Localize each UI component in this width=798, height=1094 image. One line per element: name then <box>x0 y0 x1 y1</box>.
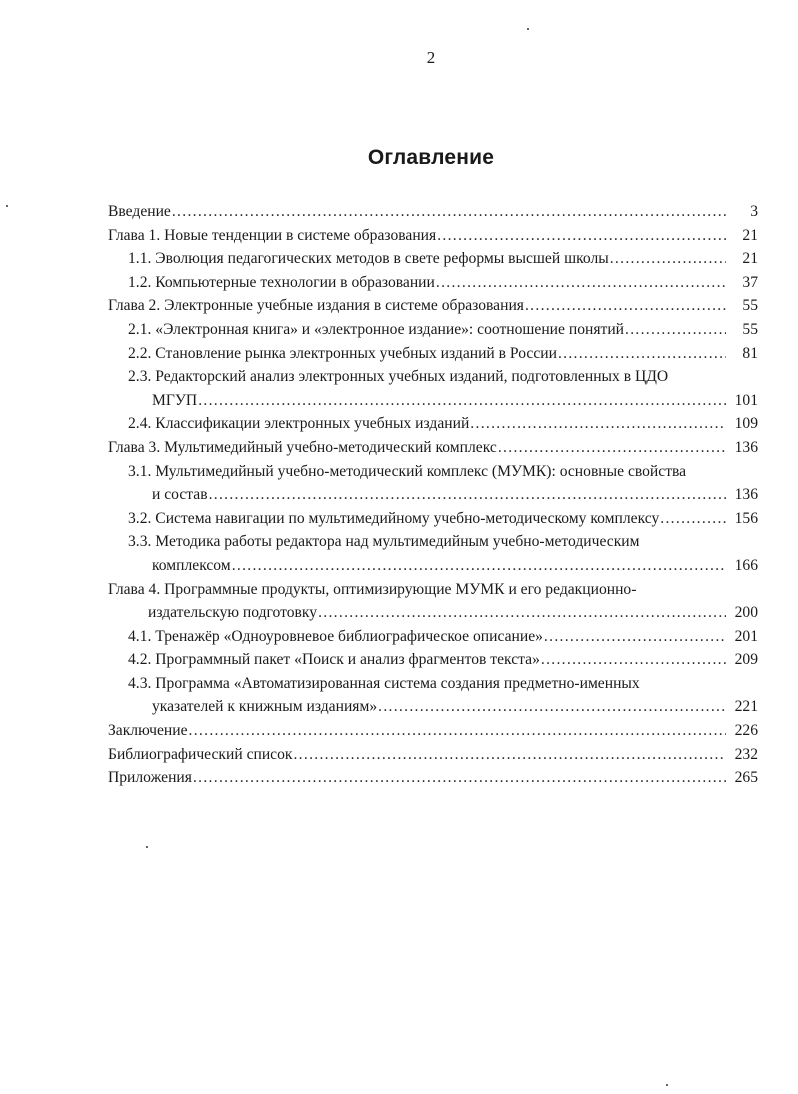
toc-page-number: 109 <box>734 415 758 433</box>
toc-entry[interactable] <box>108 365 758 412</box>
dot-leader <box>470 412 726 436</box>
toc-entry-title: 1.2. Компьютерные технологии в образовании <box>128 273 435 291</box>
toc-entry-title: Глава 1. Новые тенденции в системе образования <box>108 226 437 244</box>
toc-page-number: 166 <box>734 556 758 574</box>
toc-entry-title: 2.3. Редакторский анализ электронных учебных изданий, подготовленных в ЦДО <box>128 368 669 386</box>
toc-entry-title: 2.4. Классификации электронных учебных изданий <box>128 415 470 433</box>
toc-entry-title: 4.3. Программа «Автоматизированная система создания предметно-именных <box>128 674 640 692</box>
toc-entry[interactable] <box>108 648 758 672</box>
toc-entry-title: 4.2. Программный пакет «Поиск и анализ фрагментов текста» <box>128 651 540 669</box>
scan-speck <box>666 1084 668 1086</box>
toc-entry-title: Библиографический список <box>108 745 293 763</box>
toc-page-number: 200 <box>734 604 758 622</box>
toc-entry-title: Заключение <box>108 722 188 740</box>
toc-page-number: 55 <box>742 297 758 315</box>
toc-page-number: 136 <box>734 486 758 504</box>
toc-entry-title: 2.1. «Электронная книга» и «электронное издание»: соотношение понятий <box>128 320 625 338</box>
scan-speck <box>146 846 148 848</box>
dot-leader <box>293 743 726 767</box>
toc-entry-title: Глава 3. Мультимедийный учебно-методический комплекс <box>108 438 497 456</box>
toc-entry-title: 3.3. Методика работы редактора над мультимедийным учебно-методическим <box>128 533 640 551</box>
dot-leader <box>541 648 726 672</box>
toc-entry[interactable] <box>108 507 758 531</box>
toc-entry[interactable] <box>108 412 758 436</box>
toc-entry-title: Глава 4. Программные продукты, оптимизирующие МУМК и его редакционно- <box>108 580 637 598</box>
toc-entry[interactable] <box>108 318 758 342</box>
scan-speck <box>6 205 8 207</box>
dot-leader <box>558 342 726 366</box>
toc-entry[interactable] <box>108 294 758 318</box>
toc-entry-title: 3.2. Система навигации по мультимедийному учебно-методическому комплексу <box>128 509 660 527</box>
toc-entry[interactable] <box>108 224 758 248</box>
toc-page-number: 21 <box>742 250 758 268</box>
page-title: Оглавление <box>367 146 495 169</box>
toc-entry-title: издательскую подготовку <box>148 604 318 622</box>
dot-leader <box>437 224 726 248</box>
dot-leader <box>625 318 726 342</box>
dot-leader <box>232 554 726 578</box>
dot-leader <box>318 601 726 625</box>
toc-page-number: 226 <box>734 722 758 740</box>
dot-leader <box>378 695 726 719</box>
dot-leader <box>525 294 726 318</box>
toc-page-number: 81 <box>742 344 758 362</box>
dot-leader <box>209 483 726 507</box>
toc-entry-title: и состав <box>152 486 208 504</box>
dot-leader <box>610 247 726 271</box>
dot-leader <box>660 507 726 531</box>
toc-page-number: 232 <box>734 745 758 763</box>
toc-entry[interactable] <box>108 743 758 767</box>
dot-leader <box>498 436 726 460</box>
page-number: 2 <box>426 48 436 67</box>
toc-entry[interactable] <box>108 247 758 271</box>
toc-entry-title: 2.2. Становление рынка электронных учебных изданий в России <box>128 344 557 362</box>
toc-entry[interactable] <box>108 766 758 790</box>
toc-entry[interactable] <box>108 200 758 224</box>
toc-page-number: 136 <box>734 438 758 456</box>
toc-entry-title: 3.1. Мультимедийный учебно-методический комплекс (МУМК): основные свойства <box>128 462 687 480</box>
toc-entry-title: МГУП <box>152 391 198 409</box>
toc-entry-title: 4.1. Тренажёр «Одноуровневое библиографическое описание» <box>128 627 543 645</box>
toc-entry[interactable] <box>108 342 758 366</box>
toc-page-number: 221 <box>734 698 758 716</box>
toc-entry-title: комплексом <box>152 556 231 574</box>
toc-page-number: 156 <box>734 509 758 527</box>
toc-entry-title: указателей к книжным изданиям» <box>152 698 378 716</box>
toc-entry-title: Введение <box>108 203 171 220</box>
dot-leader <box>172 200 726 224</box>
toc-entry[interactable] <box>108 625 758 649</box>
dot-leader <box>436 271 726 295</box>
table-of-contents <box>108 200 758 790</box>
toc-page-number: 265 <box>734 769 758 787</box>
toc-entry[interactable] <box>108 460 758 507</box>
dot-leader <box>193 766 726 790</box>
toc-page-number: 101 <box>734 391 758 409</box>
dot-leader <box>544 625 726 649</box>
toc-page-number: 55 <box>742 320 758 338</box>
toc-entry[interactable] <box>108 578 758 625</box>
toc-page-number: 209 <box>734 651 758 669</box>
toc-page-number: 37 <box>742 273 758 291</box>
toc-page-number: 201 <box>734 627 758 645</box>
scan-speck <box>527 28 529 30</box>
toc-entry[interactable] <box>108 436 758 460</box>
dot-leader <box>189 719 726 743</box>
toc-page-number: 21 <box>742 226 758 244</box>
toc-entry[interactable] <box>108 719 758 743</box>
toc-entry-title: Приложения <box>108 769 192 787</box>
toc-entry[interactable] <box>108 271 758 295</box>
dot-leader <box>198 389 726 413</box>
toc-entry-title: 1.1. Эволюция педагогических методов в свете реформы высшей школы <box>128 250 609 268</box>
toc-entry[interactable] <box>108 530 758 577</box>
toc-entry[interactable] <box>108 672 758 719</box>
toc-entry-title: Глава 2. Электронные учебные издания в системе образования <box>108 297 524 315</box>
toc-page-number: 3 <box>750 203 758 220</box>
